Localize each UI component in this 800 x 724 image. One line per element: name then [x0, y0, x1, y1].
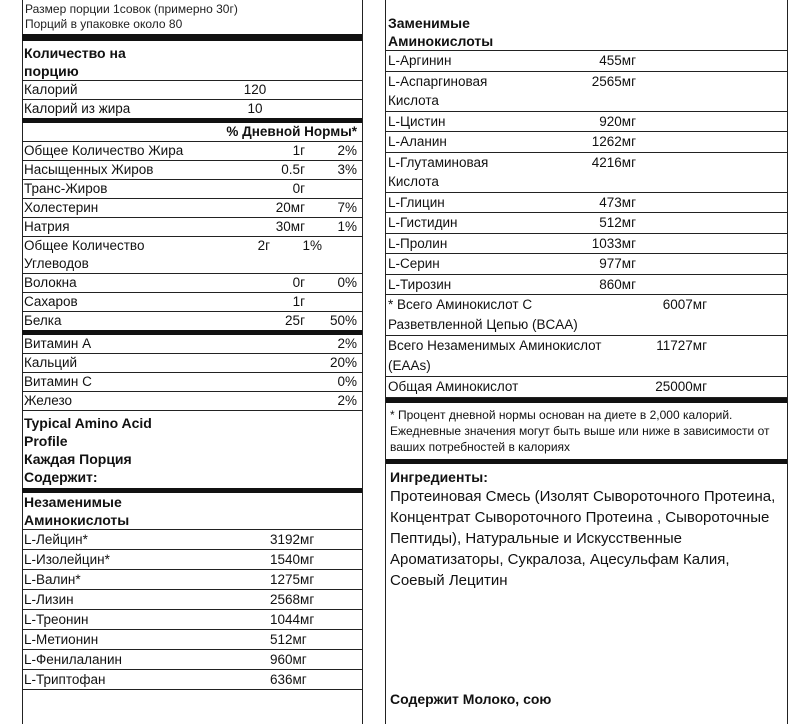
amino-name: L-Тирозин — [388, 276, 452, 292]
nutrient-daily-percent: 0% — [337, 275, 357, 290]
vitamin-name: Кальций — [24, 355, 78, 370]
essential-title-line1: Незаменимые — [24, 494, 122, 510]
nonessential-amino-row — [386, 132, 787, 153]
vitamin-name: Витамин C — [24, 374, 92, 389]
amino-name: L-Валин* — [24, 572, 81, 587]
nutrient-row — [22, 293, 362, 312]
nutrient-amount: 20мг — [275, 200, 305, 215]
nonessential-amino-row — [386, 254, 787, 275]
essential-title-line2: Аминокислоты — [24, 512, 130, 528]
nutrient-daily-percent: 2% — [337, 143, 357, 158]
nutrients-table — [22, 142, 362, 330]
nutrient-name: Белка — [24, 313, 62, 328]
servings-per-container: Порций в упаковке около 80 — [25, 17, 183, 31]
nonessential-amino-row — [386, 234, 787, 255]
nonessential-amino-header — [386, 0, 787, 51]
nutrient-daily-percent: 7% — [337, 200, 357, 215]
amino-value: 512мг — [599, 215, 636, 230]
nonessential-amino-row — [386, 112, 787, 133]
thick-divider — [22, 34, 362, 41]
vitamin-daily-percent: 2% — [337, 336, 357, 351]
amount-per-serving-line2: порцию — [24, 63, 79, 79]
nutrient-row — [22, 161, 362, 180]
nutrient-amount: 25г — [285, 313, 305, 328]
amino-value: 977мг — [599, 256, 636, 271]
total-name: * Всего Аминокислот С Разветвленной Цепью (BCAA) — [388, 297, 578, 332]
amino-name: L-Глутаминовая Кислота — [388, 154, 489, 189]
amino-value: 4216мг — [591, 154, 636, 170]
essential-amino-row — [22, 610, 362, 630]
calorie-label: Калорий из жира — [24, 101, 131, 116]
nutrient-row — [22, 237, 362, 274]
daily-value-header: % Дневной Нормы* — [22, 123, 362, 142]
amino-value: 473мг — [599, 194, 636, 210]
amino-name: L-Цистин — [388, 113, 446, 129]
amino-profile-line2: Profile — [24, 433, 68, 449]
nonessential-amino-row — [386, 213, 787, 234]
amino-value: 2568мг — [270, 592, 315, 607]
nutrition-facts-left-panel — [22, 0, 362, 724]
amino-name: L-Пролин — [388, 235, 448, 251]
amino-profile-header — [22, 411, 362, 486]
total-value: 25000мг — [655, 379, 707, 394]
amino-value: 455мг — [599, 53, 636, 68]
nutrient-row — [22, 180, 362, 199]
ingredients-title: Ингредиенты: — [390, 469, 488, 485]
amino-name: L-Аргинин — [388, 53, 452, 68]
amino-total-row — [386, 295, 787, 336]
nutrient-name: Сахаров — [24, 294, 78, 309]
nutrient-name: Общее Количество Углеводов — [24, 238, 145, 271]
essential-amino-row — [22, 670, 362, 690]
amino-value: 3192мг — [270, 532, 315, 547]
allergen-contains: Содержит Молоко, сою — [390, 691, 552, 707]
nutrient-amount: 0г — [292, 181, 305, 196]
amount-per-serving-header — [22, 41, 362, 81]
nutrient-amount: 1г — [292, 143, 305, 158]
nutrient-row — [22, 142, 362, 161]
total-value: 6007мг — [662, 297, 707, 312]
nonessential-amino-row — [386, 193, 787, 214]
calorie-row — [22, 81, 362, 100]
nutrition-facts-right-panel — [386, 0, 787, 724]
nutrient-row — [22, 199, 362, 218]
vitamins-table — [22, 335, 362, 411]
amino-value: 1262мг — [591, 134, 636, 149]
essential-amino-table — [22, 530, 362, 690]
amino-name: L-Аспаргиновая Кислота — [388, 73, 488, 108]
amino-value: 1275мг — [270, 572, 315, 587]
essential-amino-row — [22, 550, 362, 570]
amino-value: 1033мг — [591, 235, 636, 251]
total-value: 11727мг — [656, 338, 707, 353]
calorie-value: 10 — [247, 101, 263, 116]
nonessential-amino-table — [386, 51, 787, 398]
amino-name: L-Аланин — [388, 134, 447, 149]
amino-value: 920мг — [599, 113, 636, 129]
vitamin-name: Железо — [24, 393, 72, 408]
nutrient-daily-percent: 3% — [337, 162, 357, 177]
amount-per-serving-line1: Количество на — [24, 45, 126, 61]
essential-amino-header — [22, 493, 362, 530]
calorie-value: 120 — [243, 82, 267, 97]
vitamin-row — [22, 373, 362, 392]
amino-value: 1044мг — [270, 612, 315, 627]
nonessential-title-line2: Аминокислоты — [388, 33, 494, 49]
amino-profile-line3: Каждая Порция — [24, 451, 132, 467]
amino-profile-line1: Typical Amino Acid — [24, 415, 152, 431]
vitamin-daily-percent: 20% — [329, 355, 357, 370]
nutrient-row — [22, 312, 362, 330]
calorie-row — [22, 100, 362, 118]
amino-name: L-Серин — [388, 256, 440, 271]
vitamin-row — [22, 392, 362, 411]
amino-name: L-Треонин — [24, 612, 89, 627]
vitamin-name: Витамин A — [24, 336, 92, 351]
total-name: Всего Незаменимых Аминокислот (EAAs) — [388, 338, 602, 373]
total-name: Общая Аминокислот — [388, 379, 519, 394]
ingredients-text: Протеиновая Смесь (Изолят Сывороточного Протеина, Концентрат Сывороточного Протеина , Сывороточные Пептиды), Натуральные и Искусственные Ароматизаторы, Сукралоза, Ацесульфам Калия, Соевый Лецитин — [390, 488, 776, 589]
nutrient-row — [22, 218, 362, 237]
amino-name: L-Лизин — [24, 592, 74, 607]
nutrient-name: Транс-Жиров — [24, 181, 108, 196]
daily-value-footnote: * Процент дневной нормы основан на диете в 2,000 калорий. Ежедневные значения могут быть выше или ниже в зависимости от ваших потребностей в калориях — [390, 408, 770, 454]
amino-name: L-Лейцин* — [24, 532, 88, 547]
nutrient-amount: 30мг — [275, 219, 305, 234]
nutrient-name: Общее Количество Жира — [24, 143, 184, 158]
essential-amino-row — [22, 530, 362, 550]
nonessential-amino-row — [386, 275, 787, 296]
right-border-line — [787, 0, 788, 724]
nonessential-amino-row — [386, 153, 787, 193]
amino-value: 2565мг — [591, 73, 636, 89]
serving-size: Размер порции 1совок (примерно 30г) — [25, 2, 238, 16]
nonessential-amino-row — [386, 51, 787, 72]
nutrient-amount: 1г — [292, 294, 305, 309]
vitamin-row — [22, 354, 362, 373]
amino-name: L-Глицин — [388, 194, 445, 210]
amino-name: L-Гистидин — [388, 215, 458, 230]
center-left-border-line — [362, 0, 363, 724]
nutrient-daily-percent: 50% — [329, 313, 357, 328]
amino-name: L-Фенилаланин — [24, 652, 122, 667]
amino-value: 1540мг — [270, 552, 315, 567]
amino-total-row — [386, 377, 787, 398]
amino-value: 960мг — [270, 652, 307, 667]
vitamin-row — [22, 335, 362, 354]
amino-profile-line4: Содержит: — [24, 469, 98, 485]
thick-divider-ingredients — [386, 459, 787, 464]
essential-amino-row — [22, 570, 362, 590]
amino-total-row — [386, 336, 787, 377]
amino-value: 860мг — [599, 276, 636, 292]
nonessential-amino-row — [386, 72, 787, 112]
nutrient-daily-percent: 1% — [302, 238, 322, 253]
amino-name: L-Триптофан — [24, 672, 106, 687]
nutrient-name: Волокна — [24, 275, 77, 290]
amino-name: L-Метионин — [24, 632, 99, 647]
calories-section — [22, 81, 362, 118]
essential-amino-row — [22, 630, 362, 650]
vitamin-daily-percent: 2% — [337, 393, 357, 408]
nutrient-name: Насыщенных Жиров — [24, 162, 154, 177]
amino-value: 512мг — [270, 632, 307, 647]
nutrient-daily-percent: 1% — [337, 219, 357, 234]
nutrient-amount: 2г — [257, 238, 270, 253]
nutrient-row — [22, 274, 362, 293]
nonessential-title-line1: Заменимые — [388, 15, 470, 31]
calorie-label: Калорий — [24, 82, 78, 97]
vitamin-daily-percent: 0% — [337, 374, 357, 389]
serving-info — [22, 0, 362, 32]
essential-amino-row — [22, 650, 362, 670]
amino-name: L-Изолейцин* — [24, 552, 110, 567]
nutrient-amount: 0.5г — [281, 162, 305, 177]
nutrient-name: Холестерин — [24, 200, 99, 215]
amino-value: 636мг — [270, 672, 307, 687]
essential-amino-row — [22, 590, 362, 610]
nutrient-amount: 0г — [292, 275, 305, 290]
nutrient-name: Натрия — [24, 219, 70, 234]
